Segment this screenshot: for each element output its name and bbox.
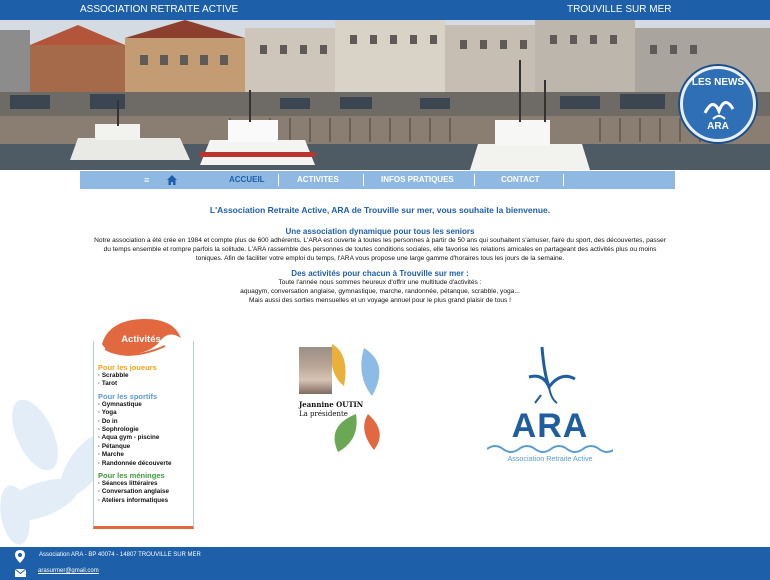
activities-list (94, 360, 193, 505)
badge-top-text: LES NEWS (691, 77, 745, 88)
president-name: Jeannine OUTIN (299, 400, 364, 409)
section-title: Des activités pour chacun à Trouville sur mer : (291, 269, 469, 278)
main-nav (80, 171, 675, 189)
footer-email-link[interactable]: arasurmer@gmail.com (38, 568, 99, 574)
president-block (298, 340, 393, 463)
nav-item-contact[interactable]: CONTACT (501, 175, 540, 184)
footer-address: Association ARA - BP 40074 - 14807 TROUVILLE SUR MER (39, 552, 201, 558)
activity-item[interactable]: · Marche (98, 451, 124, 459)
president-photo (299, 347, 332, 394)
footer (0, 547, 770, 580)
activity-item[interactable]: · Pétanque (98, 442, 131, 450)
activity-group-heading: Pour les joueurs (98, 363, 157, 372)
home-icon[interactable] (166, 174, 178, 186)
activities-card (93, 341, 194, 529)
nav-divider (563, 174, 564, 186)
harbour-photo (0, 20, 770, 170)
activity-item[interactable]: · Do in (98, 417, 118, 425)
nav-divider (363, 174, 364, 186)
seagull-icon (487, 343, 613, 413)
president-role: La présidente (299, 410, 348, 418)
nav-divider (278, 174, 279, 186)
map-pin-icon (15, 550, 25, 563)
logo-tagline: Association Retraite Active (507, 454, 593, 463)
hero-banner (0, 20, 770, 170)
activity-item[interactable]: · Séances littéraires (98, 480, 158, 488)
activity-item[interactable]: · Aqua gym - piscine (98, 434, 160, 442)
activity-group-heading: Pour les méninges (98, 471, 165, 481)
section-title: Une association dynamique pour tous les seniors (285, 227, 475, 236)
welcome-heading: L'Association Retraite Active, ARA de Trouville sur mer, vous souhaite la bienvenue. (209, 205, 551, 215)
activity-item[interactable]: · Randonnée découverte (98, 459, 172, 467)
intro-section (90, 205, 670, 305)
badge-bottom-text: ARA (707, 121, 729, 132)
activity-item[interactable]: · Scrabble (98, 372, 129, 379)
activity-item[interactable]: · Ateliers informatiques (98, 496, 169, 504)
logo-wordmark: ARA (511, 407, 589, 445)
section-text: Mais aussi des sorties mensuelles et un voyage annuel pour le plus grand plaisir de tous ! (248, 297, 512, 304)
ara-logo (487, 343, 613, 468)
news-badge[interactable] (680, 66, 756, 142)
town-name: TROUVILLE SUR MER (567, 4, 672, 15)
envelope-icon (15, 569, 26, 577)
section-text: Toute l'année nous sommes heureux d'offrir une multitude d'activités : (278, 279, 482, 286)
section-text: Notre association a été crée en 1984 et compte plus de 600 adhérents. L'ARA est ouverte à toutes les personnes à partir de 50 ans qui souhaitent s'amuser, faire du sport, des découvertes, passer du temps ensemble et rompre parfois la solitude. L'ARA rassemble des personnes de toutes conditions sociales, elle favorise les relations amicales en partageant des activités plus ou moins toniques. Afin de faciliter votre emploi du temps, l'ARA vous propose une large gamme d'horaires tous les jours de la semaine. (94, 237, 666, 262)
activity-item[interactable]: · Conversation anglaise (98, 488, 170, 496)
menu-icon[interactable]: ≡ (144, 175, 150, 185)
nav-item-activites[interactable]: ACTIVITES (297, 175, 339, 184)
activity-item[interactable]: · Tarot (98, 380, 118, 388)
section-text: aquagym, conversation anglaise, gymnastique, marche, randonnée, pétanque, scrabble, yoga... (240, 288, 520, 295)
top-bar (0, 0, 770, 20)
activity-item[interactable]: · Sophrologie (98, 426, 139, 434)
activity-item[interactable]: · Yoga (98, 409, 117, 417)
nav-divider (474, 174, 475, 186)
site-name: ASSOCIATION RETRAITE ACTIVE (80, 4, 239, 15)
activities-title: Activités (121, 334, 161, 345)
nav-item-accueil[interactable]: ACCUEIL (229, 175, 265, 184)
activity-item[interactable]: · Gymnastique (98, 400, 142, 408)
activity-group-heading: Pour les sportifs (98, 391, 158, 401)
nav-item-infos-pratiques[interactable]: INFOS PRATIQUES (381, 175, 454, 184)
